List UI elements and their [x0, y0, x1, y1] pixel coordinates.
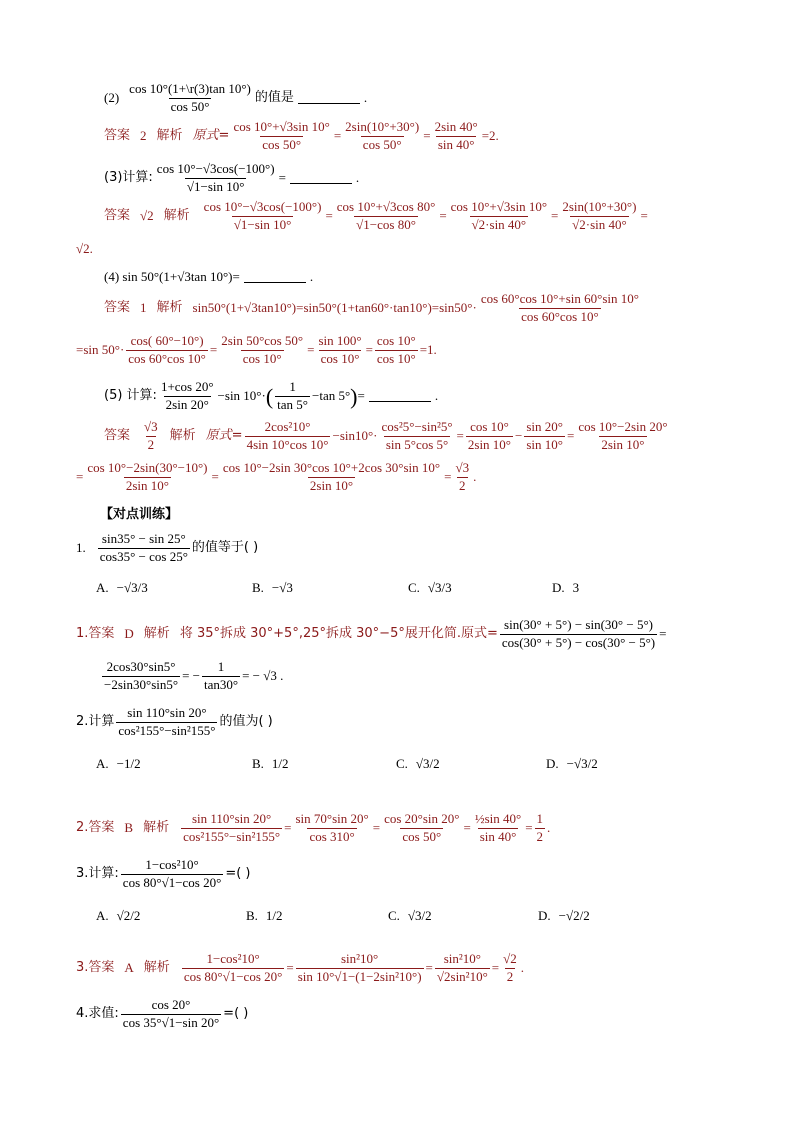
answer-5 [104, 420, 672, 453]
denominator: 2 [147, 436, 155, 452]
choice-d[interactable] [546, 756, 598, 772]
analysis-label: 解析 [156, 299, 183, 315]
answer-value [142, 420, 160, 453]
numerator: cos 60°cos 10°+sin 60°sin 10° [480, 291, 639, 306]
choice-c[interactable] [408, 580, 452, 596]
fraction [380, 420, 455, 453]
choice-text: 1/2 [265, 908, 283, 923]
denominator: 2 [506, 968, 514, 984]
choice-label: D. [552, 580, 565, 595]
choice-text: −√2/2 [558, 908, 590, 923]
denominator: sin 10°√1−(1−2sin²10°) [297, 968, 422, 984]
fraction [524, 420, 565, 453]
fraction [479, 292, 641, 325]
fraction [560, 200, 638, 233]
numerator: sin 110°sin 20° [191, 811, 272, 826]
equals: = [333, 127, 342, 143]
problem-2 [104, 82, 367, 115]
denominator: cos 10° [242, 350, 282, 366]
equals: = [76, 468, 84, 484]
problem-label: (3)计算: [104, 169, 153, 185]
denominator: cos²155°−sin²155° [118, 722, 216, 738]
equals: = [423, 127, 431, 143]
question-3 [76, 858, 251, 891]
fraction [335, 200, 438, 233]
question-suffix: 的值为( ) [219, 713, 273, 729]
fraction [121, 858, 224, 891]
fraction [231, 120, 331, 153]
choice-a[interactable] [96, 580, 148, 596]
expression: =sin 50°· [76, 341, 125, 357]
analysis-label: 解析 [169, 427, 196, 443]
choice-b[interactable] [252, 756, 289, 772]
choice-label: A. [96, 756, 109, 771]
equals: = [211, 468, 219, 484]
numerator: cos 10°−2sin(30°−10°) [87, 460, 208, 475]
numerator: √3 [455, 460, 470, 475]
equals: = [640, 207, 648, 223]
numerator: cos 10°+√3cos 80° [336, 199, 436, 214]
choice-c[interactable] [396, 756, 440, 772]
analysis-label: 解析 [163, 207, 190, 223]
equals: = [444, 468, 452, 484]
denominator: sin 40° [479, 828, 517, 844]
result: √2. [76, 241, 93, 256]
problem-3 [104, 162, 359, 195]
numerator: cos 20°sin 20° [384, 811, 460, 826]
analysis-label: 解析 [143, 959, 170, 975]
numerator: cos 10° [470, 419, 509, 434]
analysis-text: 将 35°拆成 30°+5°,25°拆成 30°−5°展开化简.原式= [179, 625, 498, 641]
equals: = [286, 959, 294, 975]
denominator: cos 50° [262, 136, 302, 152]
fraction [343, 120, 421, 153]
fraction [382, 812, 461, 845]
equals: = [566, 427, 575, 443]
fraction [181, 812, 282, 845]
numerator: ½sin 40° [474, 811, 522, 826]
problem-label: (4) sin 50°(1+√3tan 10°)= [104, 269, 240, 284]
section-title: 【对点训练】 [100, 507, 179, 522]
choice-text: −1/2 [116, 756, 141, 771]
answer-3 [104, 200, 648, 233]
problem-label: (2) [104, 89, 120, 105]
numerator: 1−cos²10° [145, 857, 199, 872]
choice-label: B. [246, 908, 258, 923]
problem-5 [104, 380, 438, 413]
problem-suffix: 的值是 [254, 89, 294, 105]
choice-b[interactable] [246, 908, 283, 924]
answer-q1 [76, 618, 666, 651]
denominator: cos 310° [309, 828, 355, 844]
choice-a[interactable] [96, 756, 141, 772]
equals: = [425, 959, 433, 975]
equals: = [439, 207, 447, 223]
equals: = [456, 427, 464, 443]
numerator: cos 10°−2sin 20° [578, 419, 668, 434]
fraction [466, 420, 513, 453]
fraction [535, 812, 546, 845]
denominator: √1−cos 80° [356, 216, 416, 232]
choice-label: C. [408, 580, 420, 595]
fraction [126, 334, 208, 367]
analysis-label: 解析 [143, 625, 170, 641]
answer-label: 答案 [104, 207, 131, 223]
fraction [85, 461, 209, 494]
numerator: sin 20° [526, 419, 563, 434]
numerator: cos 10° [376, 333, 416, 348]
fraction [375, 334, 418, 367]
answer-label: 答案 [104, 127, 131, 143]
numerator: 1 [536, 811, 544, 826]
question-2 [76, 706, 273, 739]
equals: = [278, 169, 286, 185]
denominator: cos35° − cos 25° [99, 548, 188, 564]
numerator: 1+cos 20° [160, 379, 214, 394]
choice-text: −√3/2 [566, 756, 598, 771]
fraction [293, 812, 370, 845]
numerator: cos 10°−√3cos(−100°) [156, 161, 275, 176]
answer-4-line-2 [76, 334, 437, 367]
fraction [155, 162, 277, 195]
original-expr-label: 原式= [205, 427, 243, 443]
fraction [221, 461, 442, 494]
choice-label: D. [546, 756, 559, 771]
numerator: cos 10°−√3cos(−100°) [203, 199, 322, 214]
fraction [433, 120, 480, 153]
numerator: cos 10°−2sin 30°cos 10°+2cos 30°sin 10° [222, 460, 441, 475]
numerator: cos 10°+√3sin 10° [450, 199, 548, 214]
denominator: cos 10° [376, 350, 416, 366]
answer-5-line-2 [76, 461, 476, 494]
answer-value: B [124, 819, 134, 835]
denominator: 2sin 10° [125, 477, 169, 493]
expression: −tan 5° [312, 387, 351, 403]
numerator: cos 20° [151, 997, 191, 1012]
equals: = [365, 341, 373, 357]
minus: − [515, 427, 523, 443]
fraction [473, 812, 523, 845]
fraction [500, 618, 657, 651]
answer-value: A [124, 959, 134, 975]
denominator: 2 [536, 828, 544, 844]
denominator: √1−sin 10° [233, 216, 292, 232]
choice-text: 1/2 [271, 756, 289, 771]
problem-4 [104, 270, 313, 285]
period: . [473, 468, 477, 484]
question-1 [76, 532, 258, 565]
denominator: cos 60°cos 10° [128, 350, 206, 366]
equals: = [463, 819, 471, 835]
choice-label: C. [388, 908, 400, 923]
fraction [453, 461, 471, 494]
problem-label: (5) 计算: [104, 387, 157, 403]
denominator: sin 40° [437, 136, 475, 152]
question-4 [76, 998, 248, 1031]
choice-c[interactable] [388, 908, 432, 924]
denominator: sin 10° [526, 436, 563, 452]
question-suffix: =( ) [225, 865, 251, 881]
numerator: sin²10° [340, 951, 379, 966]
choice-label: B. [252, 580, 264, 595]
equals: = [209, 341, 218, 357]
equals: = [357, 387, 365, 403]
fraction [202, 200, 324, 233]
equals: = [659, 625, 667, 641]
denominator: √2sin²10° [436, 968, 488, 984]
denominator: 2sin 20° [165, 396, 209, 412]
question-suffix: =( ) [223, 1005, 249, 1021]
fraction [316, 334, 363, 367]
choice-text: −√3/3 [116, 580, 148, 595]
choice-text: √3/2 [415, 756, 440, 771]
choice-text: −√3 [271, 580, 293, 595]
denominator: 4sin 10°cos 10° [246, 436, 329, 452]
answer-value: √2 [140, 207, 154, 223]
equals: = [491, 959, 500, 975]
fraction [449, 200, 549, 233]
choice-d[interactable] [538, 908, 590, 924]
equals: = − [182, 667, 200, 683]
question-number: 1. [76, 539, 86, 555]
choice-text: 3 [572, 580, 580, 595]
answer-blank[interactable] [298, 92, 360, 104]
denominator: −2sin30°sin5° [104, 676, 179, 692]
section-heading [100, 508, 178, 523]
numerator: 2sin 50°cos 50° [221, 333, 304, 348]
result: = − √3 . [242, 667, 284, 683]
denominator: cos²155°−sin²155° [183, 828, 281, 844]
numerator: √3 [144, 419, 158, 434]
numerator: sin 110°sin 20° [127, 705, 207, 720]
choice-label: A. [96, 580, 109, 595]
paren-open: ( [265, 383, 274, 409]
equals: = [307, 341, 315, 357]
choice-text: √2/2 [116, 908, 141, 923]
denominator: √2·sin 40° [572, 216, 627, 232]
denominator: √1−sin 10° [186, 178, 245, 194]
equals: = [525, 819, 533, 835]
result: =2. [481, 127, 499, 143]
denominator: cos(30° + 5°) − cos(30° − 5°) [501, 634, 656, 650]
denominator: 2sin 10° [467, 436, 512, 452]
expression: sin50°(1+√3tan10°)=sin50°(1+tan60°·tan10°)=sin50°· [192, 299, 477, 315]
result: =1. [419, 341, 437, 357]
numerator: 2sin(10°+30°) [562, 199, 637, 214]
choice-d[interactable] [552, 580, 579, 596]
fraction [102, 660, 180, 693]
numerator: sin(30° + 5°) − sin(30° − 5°) [504, 617, 653, 632]
answer-label: 2.答案 [76, 819, 115, 835]
fraction [501, 952, 519, 985]
choice-label: A. [96, 908, 109, 923]
period: . [355, 169, 360, 185]
numerator: sin 100° [318, 333, 362, 348]
fraction [182, 952, 285, 985]
answer-q3 [76, 952, 524, 985]
numerator: cos( 60°−10°) [130, 333, 204, 348]
answer-label: 3.答案 [76, 959, 115, 975]
denominator: tan30° [204, 676, 239, 692]
question-number: 2.计算 [76, 713, 115, 729]
denominator: 2sin 10° [309, 477, 354, 493]
denominator: √2·sin 40° [471, 216, 527, 232]
choice-b[interactable] [252, 580, 293, 596]
fraction [435, 952, 490, 985]
answer-value: D [124, 625, 134, 641]
denominator: cos 80°√1−cos 20° [183, 968, 283, 984]
answer-value: 2 [140, 127, 147, 143]
numerator: cos 10°(1+\r(3)tan 10°) [129, 81, 251, 96]
paren-close: ) [350, 383, 358, 409]
question-suffix: 的值等于( ) [191, 539, 259, 555]
equals: = [372, 819, 381, 835]
answer-value: 1 [140, 299, 147, 315]
numerator: sin35° − sin 25° [101, 531, 186, 546]
numerator: 1 [289, 379, 296, 394]
denominator: cos 10° [320, 350, 360, 366]
expression: −sin 10°· [217, 387, 266, 403]
choice-label: D. [538, 908, 551, 923]
fraction [159, 380, 216, 413]
fraction [275, 380, 310, 413]
numerator: sin²10° [443, 951, 481, 966]
numerator: 2sin(10°+30°) [345, 119, 420, 134]
answer-blank[interactable] [290, 172, 352, 184]
question-number: 3.计算: [76, 865, 119, 881]
fraction [127, 82, 253, 115]
numerator: 1 [217, 659, 225, 674]
choice-text: √3/2 [407, 908, 432, 923]
fraction [121, 998, 221, 1031]
answer-label: 答案 [104, 299, 131, 315]
fraction [98, 532, 190, 565]
analysis-label: 解析 [143, 819, 170, 835]
answer-2 [104, 120, 499, 153]
answer-q1-line-2 [100, 660, 283, 693]
answer-label: 答案 [104, 427, 131, 443]
equals: = [284, 819, 292, 835]
answer-3-tail [76, 242, 93, 257]
period: . [363, 89, 368, 105]
numerator: 2cos²10° [264, 419, 311, 434]
choice-label: B. [252, 756, 264, 771]
numerator: sin 70°sin 20° [295, 811, 369, 826]
original-expr-label: 原式= [192, 127, 230, 143]
answer-4 [104, 292, 643, 325]
answer-q2 [76, 812, 550, 845]
period: . [547, 819, 551, 835]
numerator: 2sin 40° [434, 119, 478, 134]
denominator: 2sin 10° [601, 436, 645, 452]
choice-label: C. [396, 756, 408, 771]
choice-a[interactable] [96, 908, 140, 924]
analysis-label: 解析 [156, 127, 183, 143]
denominator: sin 5°cos 5° [385, 436, 449, 452]
fraction [576, 420, 669, 453]
denominator: cos 35°√1−sin 20° [122, 1014, 220, 1030]
answer-blank[interactable] [244, 271, 306, 283]
denominator: cos 60°cos 10° [521, 308, 599, 324]
expression: −sin10°· [332, 427, 378, 443]
denominator: cos 80°√1−cos 20° [122, 874, 222, 890]
fraction [296, 952, 424, 985]
period: . [434, 387, 439, 403]
denominator: 2 [459, 477, 466, 493]
denominator: cos 50° [362, 136, 402, 152]
period: . [520, 959, 525, 975]
choice-text: √3/3 [427, 580, 452, 595]
answer-label: 1.答案 [76, 625, 115, 641]
fraction [202, 660, 240, 693]
numerator: 2cos30°sin5° [106, 659, 176, 674]
numerator: √2 [503, 951, 517, 966]
question-number: 4.求值: [76, 1005, 119, 1021]
fraction [245, 420, 331, 453]
numerator: cos²5°−sin²5° [381, 419, 453, 434]
denominator: cos 50° [170, 98, 210, 114]
numerator: cos 10°+√3sin 10° [233, 119, 330, 134]
denominator: tan 5° [277, 396, 308, 412]
fraction [116, 706, 217, 739]
answer-blank[interactable] [369, 390, 431, 402]
fraction [219, 334, 305, 367]
equals: = [325, 207, 333, 223]
numerator: 1−cos²10° [206, 951, 260, 966]
period: . [309, 269, 314, 284]
equals: = [551, 207, 559, 223]
denominator: cos 50° [402, 828, 442, 844]
